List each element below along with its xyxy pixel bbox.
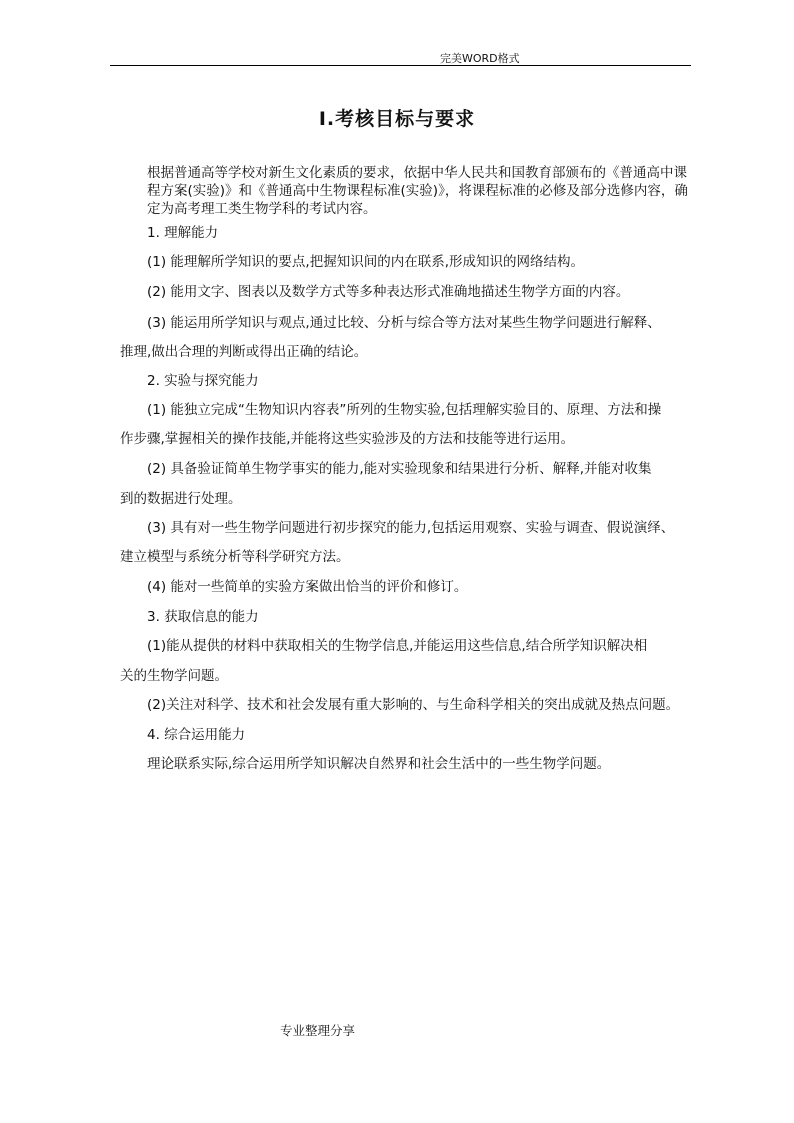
list-item-line: (1)能从提供的材料中获取相关的生物学信息,并能运用这些信息,结合所学知识解决相	[147, 638, 648, 654]
page-title: Ⅰ.考核目标与要求	[318, 108, 476, 130]
list-item-line: (1) 能独立完成“生物知识内容表”所列的生物实验,包括理解实验目的、原理、方法和操	[147, 402, 662, 418]
list-item-line: (2) 能用文字、图表以及数学方式等多种表达形式准确地描述生物学方面的内容。	[147, 284, 630, 300]
list-item-line-continued: 作步骤,掌握相关的操作技能,并能将这些实验涉及的方法和技能等进行运用。	[120, 431, 575, 447]
list-item-line: (3) 能运用所学知识与观点,通过比较、分析与综合等方法对某些生物学问题进行解释、	[147, 315, 661, 331]
page-header-text: 完美WORD格式	[440, 52, 520, 65]
section-heading-information: 3. 获取信息的能力	[147, 609, 259, 625]
section-heading-application: 4. 综合运用能力	[147, 727, 246, 743]
section-heading-comprehension: 1. 理解能力	[147, 225, 219, 241]
list-item-line: (1) 能理解所学知识的要点,把握知识间的内在联系,形成知识的网络结构。	[147, 254, 584, 270]
page-footer-text: 专业整理分享	[280, 1023, 356, 1038]
section-heading-experiment: 2. 实验与探究能力	[147, 373, 259, 389]
list-item-line-continued: 关的生物学问题。	[120, 668, 228, 684]
list-item-line: 理论联系实际,综合运用所学知识解决自然界和社会生活中的一些生物学问题。	[147, 756, 611, 772]
list-item-line: (4) 能对一些简单的实验方案做出恰当的评价和修订。	[147, 579, 468, 595]
list-item-line: (3) 具有对一些生物学问题进行初步探究的能力,包括运用观察、实验与调查、假说演绎、	[147, 520, 675, 536]
list-item-line: (2) 具备验证简单生物学事实的能力,能对实验现象和结果进行分析、解释,并能对收集	[147, 461, 652, 477]
list-item-line-continued: 推理,做出合理的判断或得出正确的结论。	[120, 344, 368, 360]
intro-paragraph: 根据普通高等学校对新生文化素质的要求，依据中华人民共和国教育部颁布的《普通高中课程方案(实验)》和《普通高中生物课程标准(实验)》，将课程标准的必修及部分选修内容，确定为高考理工类生物学科的考试内容。	[147, 165, 688, 217]
list-item-line-continued: 建立模型与系统分析等科学研究方法。	[120, 549, 350, 565]
header-rule	[110, 65, 691, 66]
list-item-line: (2)关注对科学、技术和社会发展有重大影响的、与生命科学相关的突出成就及热点问题。	[147, 697, 680, 713]
list-item-line-continued: 到的数据进行处理。	[120, 491, 242, 507]
